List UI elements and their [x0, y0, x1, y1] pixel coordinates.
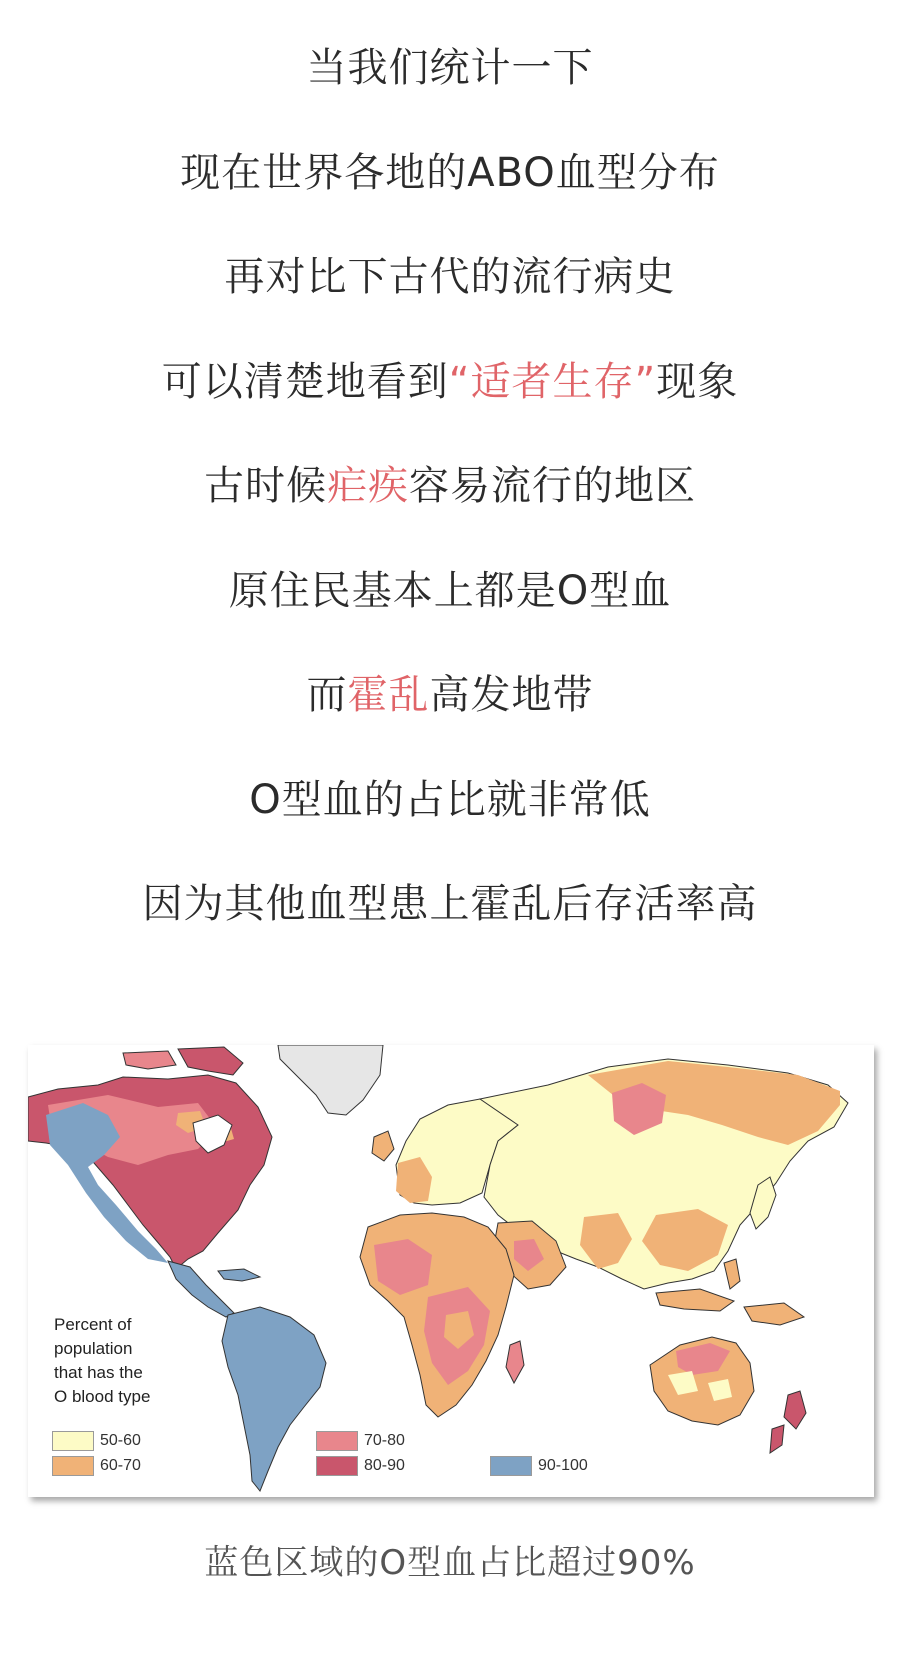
legend-swatch	[316, 1456, 358, 1476]
new-zealand	[784, 1391, 806, 1429]
text-line	[0, 40, 900, 96]
legend-title-line: that has the	[54, 1363, 143, 1382]
legend-swatch	[316, 1431, 358, 1451]
text-line	[0, 876, 900, 932]
map-caption: 蓝色区域的O型血占比超过90%	[204, 1543, 696, 1583]
text-line	[0, 772, 900, 828]
legend-swatch	[52, 1456, 94, 1476]
line-text: O型血的占比就非常低	[249, 776, 651, 823]
central-america	[168, 1261, 234, 1317]
highlight-text: 疟疾	[327, 463, 409, 509]
legend-label: 50-60	[100, 1432, 141, 1449]
text-line	[0, 458, 900, 514]
line-text: 再对比下古代的流行病史	[224, 254, 676, 300]
madagascar	[506, 1341, 524, 1383]
legend-title	[54, 1313, 234, 1409]
legend-swatch	[490, 1456, 532, 1476]
line-text: 容易流行的地区	[409, 463, 696, 509]
line-text: 当我们统计一下	[306, 45, 594, 91]
highlight-text: 霍乱	[347, 672, 430, 718]
caribbean	[218, 1269, 260, 1281]
south-america	[222, 1307, 326, 1491]
text-line	[0, 145, 900, 201]
legend-title-line: Percent of	[54, 1315, 132, 1334]
blood-type-map	[28, 1045, 874, 1497]
legend-label: 90-100	[538, 1457, 588, 1474]
text-line	[0, 354, 900, 410]
arctic-islands-2	[123, 1051, 176, 1069]
line-text: 古时候	[204, 463, 327, 509]
legend-label: 60-70	[100, 1457, 141, 1474]
new-zealand-south	[770, 1425, 784, 1453]
legend-label: 70-80	[364, 1432, 405, 1449]
line-text: 现象	[656, 358, 739, 405]
line-text: 高发地带	[429, 672, 594, 718]
arctic-islands	[178, 1047, 243, 1075]
philippines	[724, 1259, 740, 1289]
line-text: 原住民基本上都是O型血	[228, 567, 672, 614]
line-text: 现在世界各地的ABO血型分布	[180, 149, 720, 196]
greenland	[278, 1045, 383, 1115]
legend-label: 80-90	[364, 1457, 405, 1474]
text-line	[0, 667, 900, 723]
line-text: 而	[306, 672, 348, 718]
highlight-text: “适者生存”	[448, 358, 657, 405]
legend-swatch	[52, 1431, 94, 1451]
legend-title-line: population	[54, 1339, 133, 1358]
line-text: 因为其他血型患上霍乱后存活率高	[142, 881, 758, 927]
text-line	[0, 563, 900, 619]
world-map-svg	[28, 1045, 874, 1497]
legend-title-line: O blood type	[54, 1387, 151, 1406]
line-text: 可以清楚地看到	[161, 358, 449, 405]
new-guinea	[744, 1303, 804, 1325]
text-line	[0, 249, 900, 305]
british-isles	[372, 1131, 394, 1161]
indonesia	[656, 1289, 734, 1311]
